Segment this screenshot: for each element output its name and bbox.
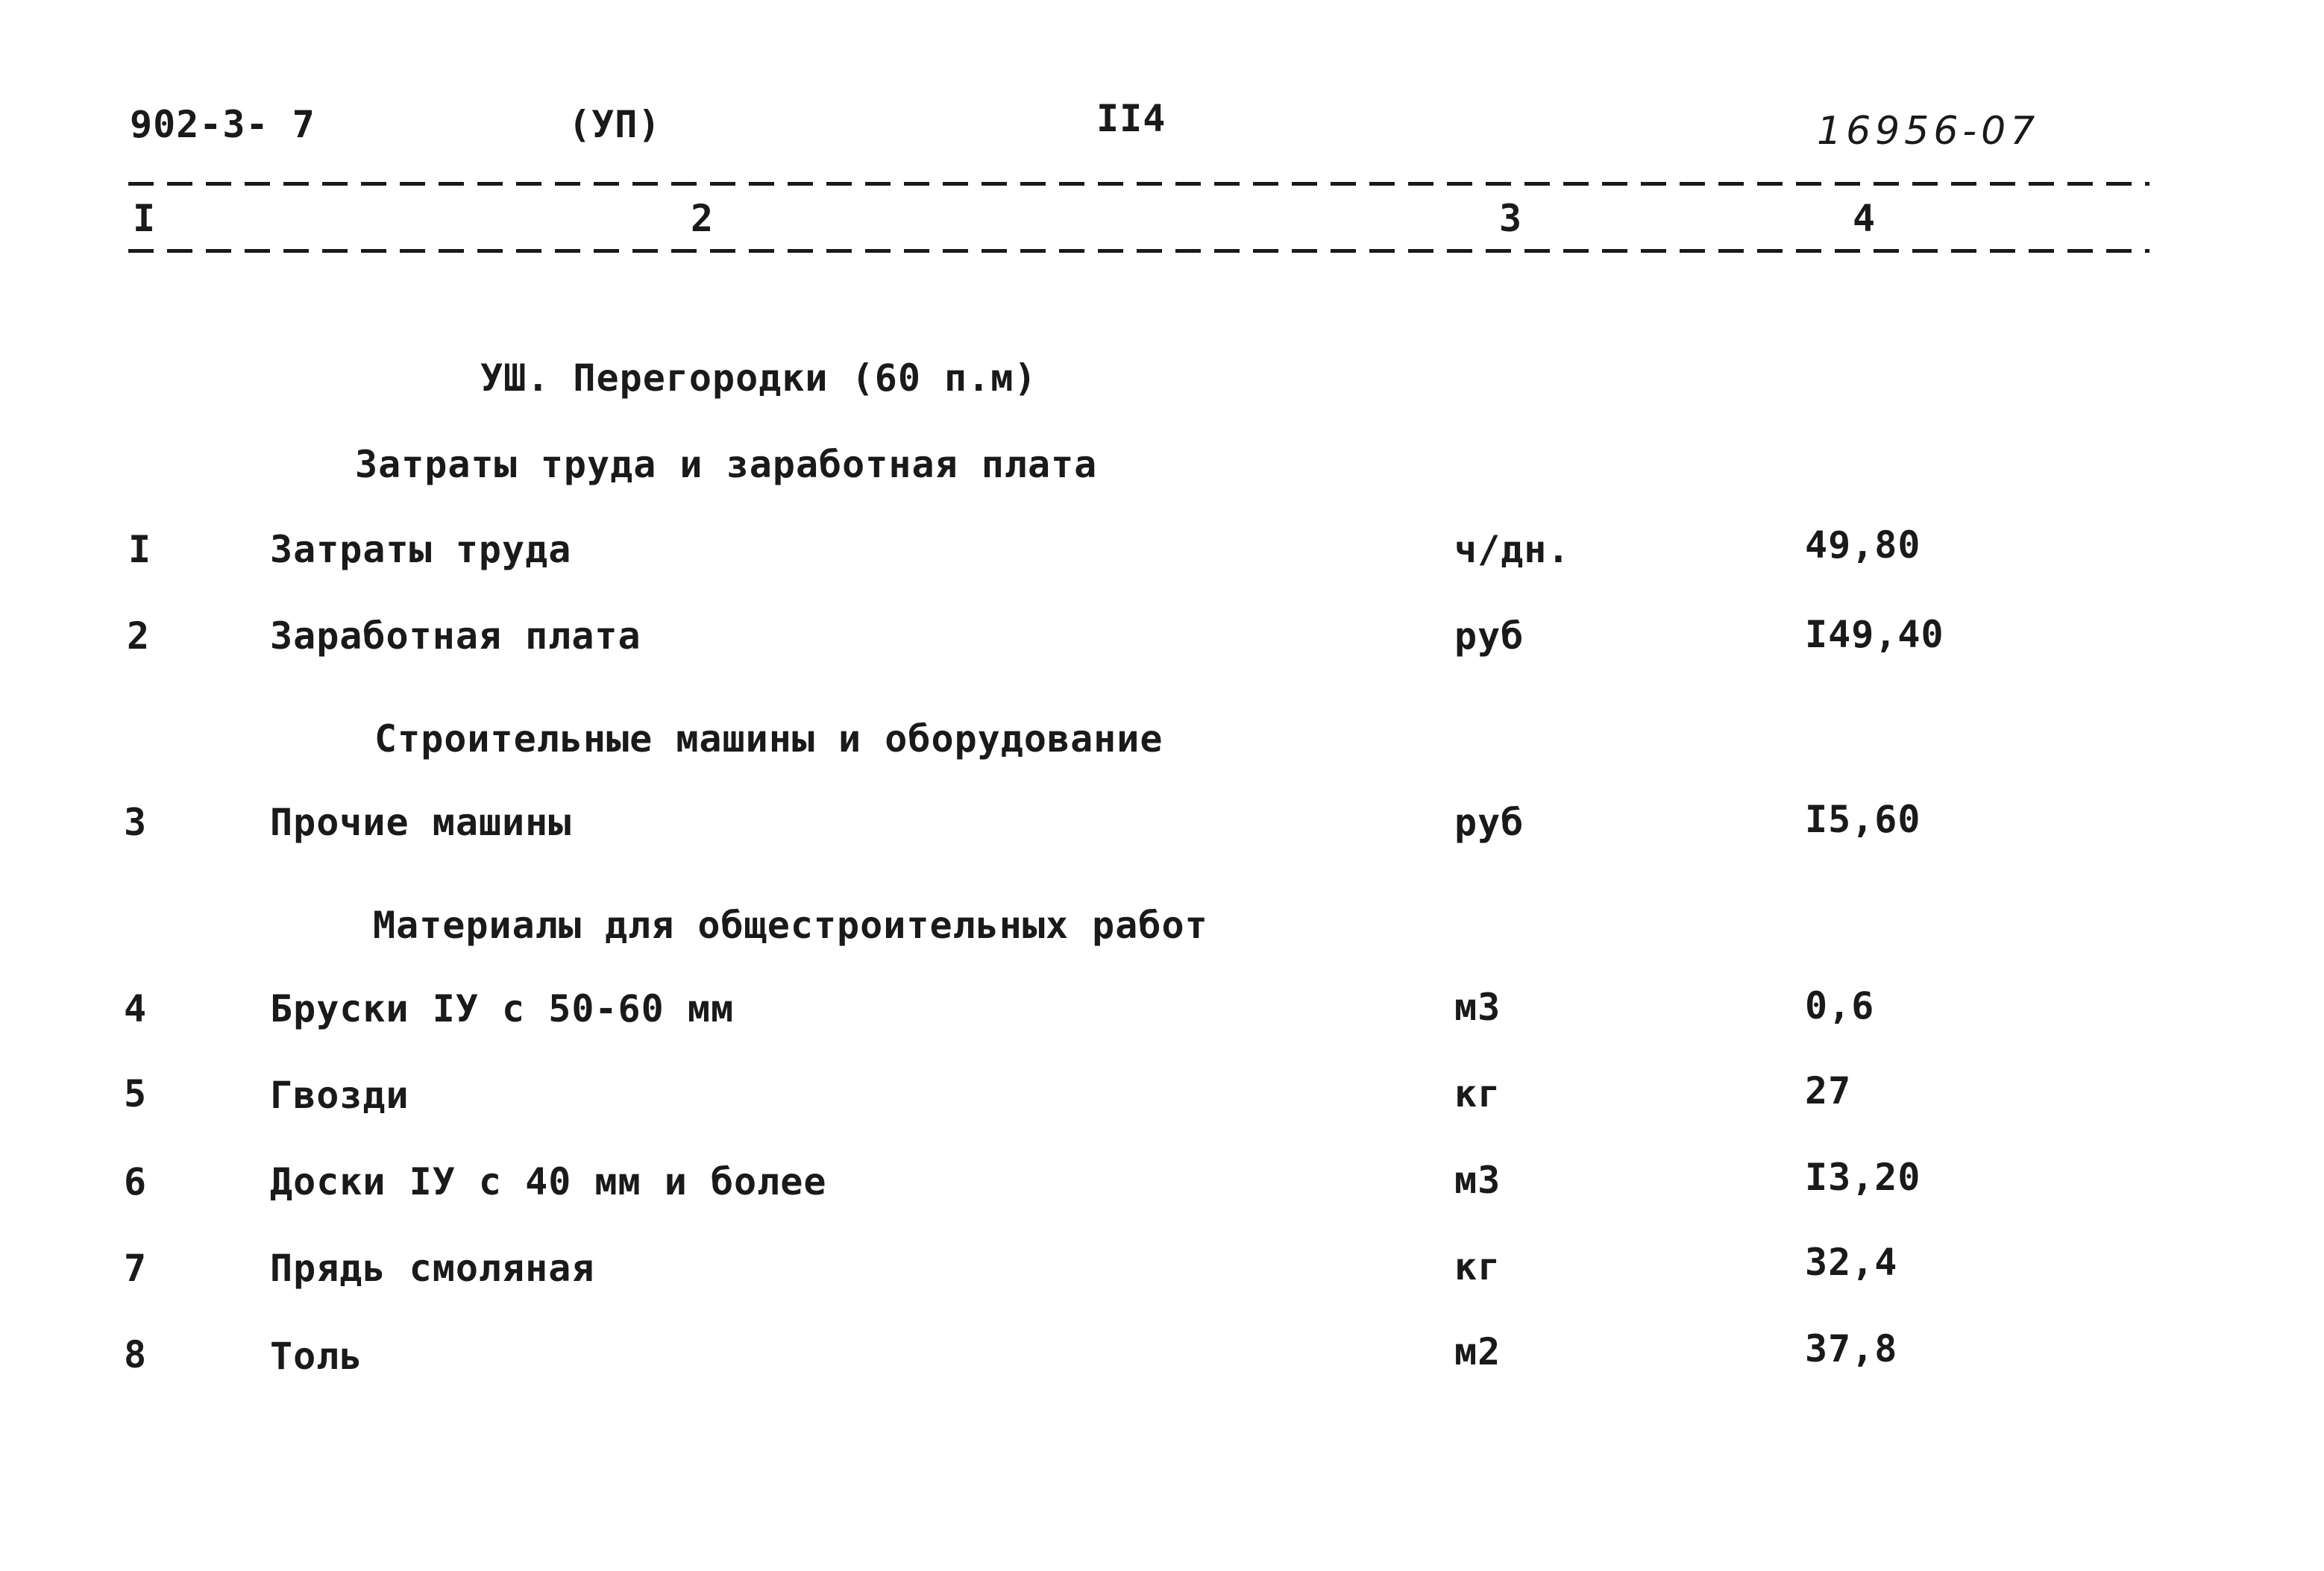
column-header-4: 4 [1853, 197, 1877, 240]
row-value: I49,40 [1805, 613, 1944, 656]
row-unit: м3 [1454, 986, 1501, 1029]
row-unit: кг [1454, 1072, 1501, 1115]
row-number: 2 [127, 614, 151, 658]
dashed-rule-top [128, 182, 2149, 186]
column-header-1: I [133, 197, 157, 240]
row-name: Гвозди [270, 1074, 409, 1117]
row-number: 7 [124, 1247, 148, 1290]
row-number: 5 [124, 1072, 148, 1115]
row-number: 3 [124, 801, 148, 844]
column-header-2: 2 [691, 197, 715, 240]
group-heading: Затраты труда и заработная плата [355, 443, 1098, 486]
row-name: Затраты труда [270, 528, 572, 571]
row-unit: м2 [1454, 1330, 1501, 1373]
column-header-3: 3 [1499, 197, 1523, 240]
row-unit: м3 [1454, 1159, 1501, 1202]
dashed-rule-bottom [128, 249, 2149, 253]
row-unit: руб [1454, 614, 1524, 658]
row-value: 27 [1805, 1069, 1852, 1112]
handwritten-number: 16956-07 [1817, 109, 2040, 154]
section-code: (УП) [568, 103, 662, 146]
doc-code: 902-3- 7 [130, 103, 315, 146]
row-name: Прочие машины [270, 801, 572, 844]
row-value: 0,6 [1805, 984, 1875, 1027]
row-name: Доски IУ с 40 мм и более [270, 1160, 827, 1203]
group-heading: Строительные машины и оборудование [374, 717, 1163, 761]
row-unit: ч/дн. [1454, 528, 1571, 571]
row-number: 6 [124, 1160, 148, 1203]
row-name: Заработная плата [270, 614, 641, 658]
row-value: 49,80 [1805, 523, 1921, 567]
row-value: 37,8 [1805, 1327, 1898, 1370]
row-number: 4 [124, 987, 148, 1030]
page-number: II4 [1096, 97, 1166, 140]
row-unit: руб [1454, 801, 1524, 844]
row-number: 8 [124, 1333, 148, 1376]
row-name: Прядь смоляная [270, 1247, 595, 1290]
row-value: I5,60 [1805, 798, 1921, 841]
row-value: 32,4 [1805, 1241, 1898, 1284]
row-unit: кг [1454, 1245, 1501, 1288]
row-name: Толь [270, 1335, 363, 1378]
section-title: УШ. Перегородки (60 п.м) [480, 356, 1037, 400]
row-value: I3,20 [1805, 1156, 1921, 1199]
group-heading: Материалы для общестроительных работ [373, 904, 1208, 947]
row-number: I [128, 528, 152, 571]
row-name: Бруски IУ с 50-60 мм [270, 987, 735, 1030]
